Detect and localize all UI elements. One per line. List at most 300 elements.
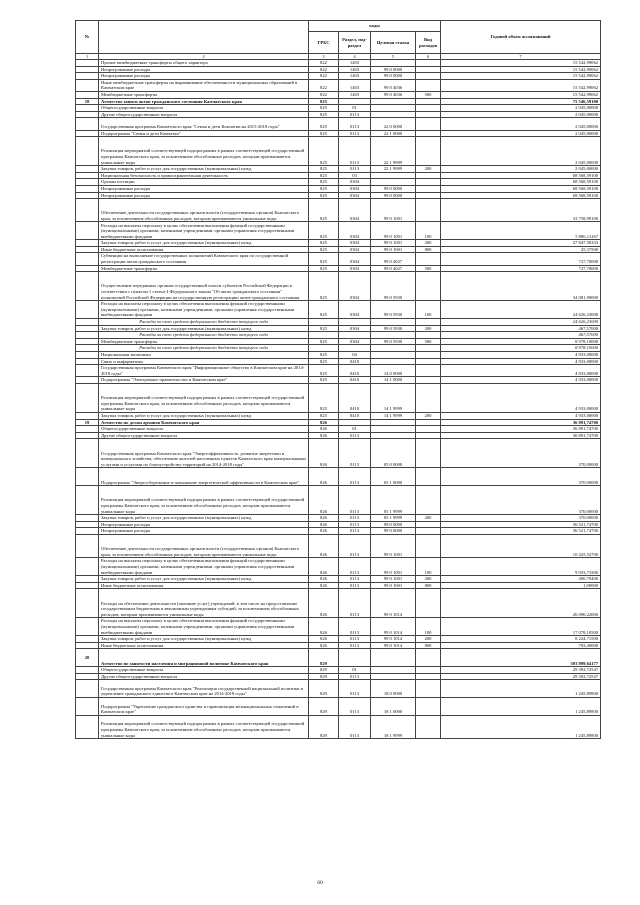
row-razdel: 0410 (339, 412, 371, 419)
table-row (76, 715, 601, 738)
row-amount: 27 847,50333 (441, 240, 601, 247)
row-vid: 500 (416, 338, 441, 345)
row-name: Закупка товаров, работ и услуг для государственных (муниципальных) нужд (99, 636, 309, 643)
row-number (76, 253, 99, 265)
index-cell: 5 (371, 54, 416, 60)
row-number (76, 265, 99, 272)
row-amount: 490,79400 (441, 576, 601, 583)
row-name: Расходы на выплаты персоналу в целях обеспечения выполнения функций государственными (муниципальными) органами, казенными учреждениями, органами управления государственными внебюджетными фондами (99, 558, 309, 576)
row-vid: 100 (416, 222, 441, 240)
row-razdel: 0304 (339, 179, 371, 186)
row-name: Закупка товаров, работ и услуг для государственных (муниципальных) нужд (99, 166, 309, 173)
row-amount: 24 626,23000 (441, 319, 601, 326)
row-vid (416, 172, 441, 179)
row-number (76, 412, 99, 419)
row-statya: 99 0 1014 (371, 642, 416, 649)
table-row (76, 358, 601, 365)
row-statya: 18 1 9999 (371, 715, 416, 738)
table-row (76, 412, 601, 419)
row-amount: 36 891,74700 (441, 419, 601, 426)
row-statya: 99 0 5930 (371, 338, 416, 345)
row-statya: 99 0 1014 (371, 589, 416, 618)
row-razdel: 0113 (339, 111, 371, 118)
row-vid: 500 (416, 91, 441, 98)
row-statya (371, 111, 416, 118)
row-vid: 200 (416, 412, 441, 419)
row-number (76, 137, 99, 166)
row-grbs: 822 (309, 66, 339, 73)
row-statya: 99 0 1001 (371, 246, 416, 253)
row-grbs: 825 (309, 111, 339, 118)
row-razdel: 0304 (339, 265, 371, 272)
row-name: Другие общегосударственные вопросы (99, 432, 309, 439)
table-row (76, 265, 601, 272)
row-name: Реализация мероприятий соответствующей подпрограммы в рамках соответствующей государственной программы Камчатского края, за исключением обособленных расходов, которым присваиваются уникальные коды (99, 486, 309, 515)
row-name: Государственная программа Камчатского края "Информационное общество в Камчатском крае на 2014-2018 годы" (99, 365, 309, 377)
row-name: Расходы на выплаты персоналу в целях обеспечения выполнения функций государственными (муниципальными) органами, казенными учреждениями, органами управления государственными внебюджетными фондами (99, 222, 309, 240)
table-row (76, 352, 601, 359)
row-amount: 9 933,73300 (441, 558, 601, 576)
row-amount: 36 521,74700 (441, 521, 601, 528)
row-number (76, 642, 99, 649)
row-grbs: 825 (309, 192, 339, 199)
row-number (76, 680, 99, 698)
row-number (76, 246, 99, 253)
row-name: Подпрограмма "Укрепление гражданского единства и гармонизация межнациональных отношений в Камчатском крае" (99, 698, 309, 716)
row-statya: 99 0 4036 (371, 91, 416, 98)
row-razdel: 0113 (339, 582, 371, 589)
row-name: Обеспечение деятельности государственных органов власти (государственных органов) Камчатского края, за исключением обособленных расходов, которым присваиваются уникальные коды (99, 199, 309, 222)
row-name: Связь и информатика (99, 358, 309, 365)
row-name: Подпрограмма "Энергосбережение и повышение энергетической эффективности в Камчатском крае" (99, 468, 309, 486)
row-amount: 4 933,00000 (441, 365, 601, 377)
row-number (76, 130, 99, 137)
row-vid (416, 534, 441, 557)
row-name: Осуществление переданных органам государственной власти субъектов Российской Федерации в соответствии с пунктом 1 статьи 4 Федерального закона "Об актах гражданского состояния" полномочий Российской Федерации на государственную регистрацию актов гражданского состояния (99, 272, 309, 301)
row-vid (416, 468, 441, 486)
row-razdel: 0113 (339, 521, 371, 528)
row-statya (371, 105, 416, 112)
row-number (76, 79, 99, 91)
row-number (76, 582, 99, 589)
row-grbs: 826 (309, 576, 339, 583)
row-amount: 26 096,22000 (441, 589, 601, 618)
row-name: Другие общегосударственные вопросы (99, 111, 309, 118)
row-statya: 14 0 0000 (371, 365, 416, 377)
row-grbs: 822 (309, 79, 339, 91)
row-statya: 22 1 9999 (371, 137, 416, 166)
row-number (76, 172, 99, 179)
table-row (76, 105, 601, 112)
row-razdel: 1403 (339, 60, 371, 67)
row-statya: 99 0 0000 (371, 528, 416, 535)
row-vid: 800 (416, 642, 441, 649)
row-vid (416, 680, 441, 698)
row-name: Расходы на обеспечение деятельности (оказание услуг) учреждений, в том числе на предоставление государственным бюджетным и автономным учреждениям субсидий, за исключением обособленных расходов, которым присваиваются уникальные коды (99, 589, 309, 618)
row-vid (416, 589, 441, 618)
table-row (76, 199, 601, 222)
row-amount: 15 542,99062 (441, 91, 601, 98)
row-name: Агентство по делам архивов Камчатского края (99, 419, 309, 426)
row-name: Расходы за счет средств федерального бюджета текущего года (99, 332, 309, 339)
table-row (76, 439, 601, 468)
row-razdel: 0113 (339, 118, 371, 130)
table-row (76, 486, 601, 515)
row-name: Государственная программа Камчатского края "Энергоэффективность, развитие энергетики и коммунального хозяйства, обеспечение жителей населенных пунктов Камчатского края коммунальными услугами и услугами по благоустройству территорий на 2014-2018 годы" (99, 439, 309, 468)
row-number (76, 618, 99, 636)
row-number (76, 673, 99, 680)
row-name: Органы юстиции (99, 179, 309, 186)
row-razdel: 0113 (339, 589, 371, 618)
table-row (76, 130, 601, 137)
row-amount: 1 245,89800 (441, 680, 601, 698)
row-vid: 200 (416, 325, 441, 332)
row-amount: 68 568,59100 (441, 179, 601, 186)
row-statya: 22 1 0000 (371, 130, 416, 137)
row-number (76, 345, 99, 352)
row-razdel: 0304 (339, 192, 371, 199)
table-row (76, 60, 601, 67)
row-grbs: 826 (309, 534, 339, 557)
row-vid (416, 185, 441, 192)
row-vid (416, 432, 441, 439)
row-number (76, 667, 99, 674)
row-amount: 1,00000 (441, 582, 601, 589)
row-razdel (339, 419, 371, 426)
row-grbs: 826 (309, 582, 339, 589)
table-row (76, 468, 601, 486)
table-row (76, 534, 601, 557)
row-grbs: 825 (309, 383, 339, 412)
row-number: 20 (76, 649, 99, 667)
row-grbs: 826 (309, 528, 339, 535)
row-vid (416, 66, 441, 73)
table-row (76, 377, 601, 384)
row-statya: 99 0 4027 (371, 253, 416, 265)
row-grbs: 825 (309, 301, 339, 319)
row-amount: 370,00000 (441, 486, 601, 515)
row-number (76, 325, 99, 332)
row-name: Закупка товаров, работ и услуг для государственных (муниципальных) нужд (99, 325, 309, 332)
row-number (76, 60, 99, 67)
row-number (76, 432, 99, 439)
table-row (76, 365, 601, 377)
row-grbs: 829 (309, 673, 339, 680)
row-razdel (339, 332, 371, 339)
row-name: Иные бюджетные ассигнования (99, 246, 309, 253)
row-vid: 200 (416, 636, 441, 643)
row-number (76, 589, 99, 618)
row-grbs: 829 (309, 667, 339, 674)
row-razdel: 1403 (339, 79, 371, 91)
row-vid (416, 673, 441, 680)
row-vid (416, 98, 441, 105)
row-grbs: 822 (309, 91, 339, 98)
row-razdel (339, 649, 371, 667)
row-number (76, 715, 99, 738)
row-amount: 2 045,00000 (441, 166, 601, 173)
row-number (76, 468, 99, 486)
row-amount: 8 224,71500 (441, 636, 601, 643)
table-row (76, 576, 601, 583)
row-number (76, 222, 99, 240)
row-amount: 33 758,99100 (441, 199, 601, 222)
row-number (76, 515, 99, 522)
row-grbs: 825 (309, 352, 339, 359)
row-amount: 467,57000 (441, 332, 601, 339)
table-body (76, 60, 601, 739)
row-razdel: 01 (339, 105, 371, 112)
row-amount: 4 933,00000 (441, 412, 601, 419)
table-row (76, 240, 601, 247)
row-vid: 200 (416, 166, 441, 173)
row-grbs: 826 (309, 558, 339, 576)
row-number (76, 576, 99, 583)
header-grbs: ГРБС (309, 32, 339, 54)
row-name: Непрограммные расходы (99, 73, 309, 80)
row-statya: 99 0 1014 (371, 618, 416, 636)
table-row (76, 253, 601, 265)
row-vid: 100 (416, 558, 441, 576)
row-razdel: 0304 (339, 301, 371, 319)
row-grbs: 826 (309, 439, 339, 468)
row-number (76, 352, 99, 359)
table-row (76, 673, 601, 680)
row-amount: 370,00000 (441, 515, 601, 522)
row-amount: 75 546,59100 (441, 98, 601, 105)
row-name: Реализация мероприятий соответствующей подпрограммы в рамках соответствующей государственной программы Камчатского края, за исключением обособленных расходов, которым присваиваются уникальные коды (99, 715, 309, 738)
row-amount: 1 245,89800 (441, 698, 601, 716)
budget-document-page (75, 20, 600, 739)
row-amount: 8 978,10000 (441, 338, 601, 345)
row-grbs: 825 (309, 325, 339, 332)
row-amount: 370,00000 (441, 468, 601, 486)
table-row (76, 66, 601, 73)
index-cell: 6 (416, 54, 441, 60)
row-razdel: 0410 (339, 383, 371, 412)
table-row (76, 192, 601, 199)
row-grbs: 826 (309, 618, 339, 636)
row-grbs: 825 (309, 179, 339, 186)
row-number (76, 558, 99, 576)
index-cell: 2 (99, 54, 309, 60)
row-razdel: 0113 (339, 486, 371, 515)
table-row (76, 172, 601, 179)
row-amount: 503 899,64177 (441, 649, 601, 667)
row-statya: 22 1 9999 (371, 166, 416, 173)
row-name: Расходы на выплаты персоналу в целях обеспечения выполнения функций государственными (муниципальными) органами, казенными учреждениями, органами управления государственными внебюджетными фондами (99, 618, 309, 636)
header-name (99, 21, 309, 54)
row-razdel: 0410 (339, 377, 371, 384)
row-vid (416, 272, 441, 301)
row-razdel: 0113 (339, 515, 371, 522)
row-number (76, 358, 99, 365)
row-razdel (339, 345, 371, 352)
row-statya: 14 1 0000 (371, 377, 416, 384)
row-name: Обеспечение деятельности государственных органов власти (государственных органов) Камчатского края, за исключением обособленных расходов, которым присваиваются уникальные коды (99, 534, 309, 557)
row-statya (371, 673, 416, 680)
row-razdel (339, 98, 371, 105)
table-row (76, 98, 601, 105)
row-grbs: 825 (309, 365, 339, 377)
table-row (76, 185, 601, 192)
row-name: Агентство записи актов гражданского состояния Камчатского края (99, 98, 309, 105)
row-vid (416, 439, 441, 468)
row-grbs: 826 (309, 642, 339, 649)
row-razdel: 0113 (339, 680, 371, 698)
row-razdel: 0304 (339, 272, 371, 301)
row-vid (416, 649, 441, 667)
row-grbs: 825 (309, 412, 339, 419)
row-amount: 4 933,00000 (441, 352, 601, 359)
row-number (76, 118, 99, 130)
row-name: Непрограммные расходы (99, 192, 309, 199)
row-vid (416, 192, 441, 199)
table-row (76, 432, 601, 439)
row-name: Общегосударственные вопросы (99, 426, 309, 433)
row-amount: 2 045,00000 (441, 118, 601, 130)
row-amount: 68 568,59100 (441, 172, 601, 179)
row-grbs (309, 345, 339, 352)
row-number (76, 179, 99, 186)
row-razdel: 1403 (339, 73, 371, 80)
budget-table (75, 20, 601, 739)
row-name: Расходы на выплаты персоналу в целях обеспечения выполнения функций государственными (муниципальными) органами, казенными учреждениями, органами управления государственными внебюджетными фондами (99, 301, 309, 319)
row-amount: 5 886,11267 (441, 222, 601, 240)
row-razdel: 0410 (339, 358, 371, 365)
row-vid: 800 (416, 246, 441, 253)
header-codes: коды (309, 21, 441, 32)
row-amount: 1 245,89800 (441, 715, 601, 738)
row-vid (416, 383, 441, 412)
row-grbs: 829 (309, 698, 339, 716)
row-vid: 200 (416, 576, 441, 583)
row-number (76, 199, 99, 222)
row-statya: 99 0 5930 (371, 301, 416, 319)
header-razdel: Раздел, под-раздел (339, 32, 371, 54)
row-amount: 370,00000 (441, 439, 601, 468)
row-name: Закупка товаров, работ и услуг для государственных (муниципальных) нужд (99, 240, 309, 247)
row-grbs (309, 332, 339, 339)
table-row (76, 272, 601, 301)
table-row (76, 319, 601, 326)
row-statya: 99 0 1001 (371, 576, 416, 583)
row-razdel: 0113 (339, 137, 371, 166)
row-razdel: 0304 (339, 253, 371, 265)
row-grbs: 825 (309, 377, 339, 384)
row-amount: 2 045,00000 (441, 111, 601, 118)
page-number: 60 (317, 880, 323, 886)
row-vid: 200 (416, 240, 441, 247)
row-name: Иные бюджетные ассигнования (99, 582, 309, 589)
row-statya (371, 667, 416, 674)
row-razdel: 0304 (339, 222, 371, 240)
row-amount: 15 542,99062 (441, 60, 601, 67)
row-razdel: 0113 (339, 534, 371, 557)
row-statya: 99 0 1001 (371, 558, 416, 576)
header-statya: Целевая статья (371, 32, 416, 54)
table-row (76, 222, 601, 240)
row-statya: 99 0 0000 (371, 73, 416, 80)
row-vid: 800 (416, 582, 441, 589)
row-statya (371, 60, 416, 67)
row-vid (416, 111, 441, 118)
table-row (76, 582, 601, 589)
row-statya (371, 345, 416, 352)
row-vid (416, 319, 441, 326)
row-vid (416, 130, 441, 137)
row-grbs: 822 (309, 73, 339, 80)
row-razdel: 0113 (339, 468, 371, 486)
row-amount: 4 933,00000 (441, 383, 601, 412)
row-name: Агентство по занятости населения и миграционной политике Камчатского края (99, 649, 309, 667)
row-grbs: 825 (309, 272, 339, 301)
row-grbs: 829 (309, 649, 339, 667)
row-amount: 34 081,90000 (441, 272, 601, 301)
row-vid (416, 528, 441, 535)
row-name: Межбюджетные трансферты (99, 91, 309, 98)
row-statya: 22 0 0000 (371, 118, 416, 130)
row-name: Субвенции на выполнение государственных полномочий Камчатского края по государственной регистрации актов гражданского состояния (99, 253, 309, 265)
row-vid (416, 105, 441, 112)
row-razdel: 0113 (339, 166, 371, 173)
row-vid: 500 (416, 265, 441, 272)
row-grbs: 826 (309, 468, 339, 486)
row-statya (371, 358, 416, 365)
header-annual: Годовой объем ассигнований (441, 21, 601, 54)
index-cell: 4 (339, 54, 371, 60)
row-amount: 15 542,99062 (441, 79, 601, 91)
table-row (76, 589, 601, 618)
row-grbs: 826 (309, 432, 339, 439)
row-razdel: 0113 (339, 698, 371, 716)
row-number (76, 486, 99, 515)
row-statya: 99 0 1001 (371, 222, 416, 240)
row-statya: 99 0 1001 (371, 240, 416, 247)
row-number (76, 240, 99, 247)
row-grbs: 826 (309, 419, 339, 426)
row-number (76, 377, 99, 384)
row-statya: 99 0 5930 (371, 272, 416, 301)
table-row (76, 618, 601, 636)
row-grbs: 825 (309, 253, 339, 265)
row-grbs: 822 (309, 60, 339, 67)
row-amount: 36 891,74700 (441, 426, 601, 433)
row-amount: 4 933,00000 (441, 358, 601, 365)
row-statya: 99 0 1001 (371, 199, 416, 222)
table-row (76, 246, 601, 253)
row-grbs: 829 (309, 680, 339, 698)
row-grbs: 826 (309, 521, 339, 528)
table-row (76, 521, 601, 528)
row-name: Подпрограмма "Семья и дети Камчатки" (99, 130, 309, 137)
row-statya: 99 0 5930 (371, 325, 416, 332)
row-razdel: 1403 (339, 66, 371, 73)
row-razdel: 0113 (339, 618, 371, 636)
table-row (76, 419, 601, 426)
row-number (76, 111, 99, 118)
index-cell: 3 (309, 54, 339, 60)
row-statya (371, 352, 416, 359)
row-name: Общегосударственные вопросы (99, 105, 309, 112)
table-row (76, 301, 601, 319)
row-number (76, 105, 99, 112)
table-row (76, 698, 601, 716)
table-row (76, 558, 601, 576)
row-number (76, 91, 99, 98)
row-grbs: 825 (309, 222, 339, 240)
row-vid (416, 426, 441, 433)
